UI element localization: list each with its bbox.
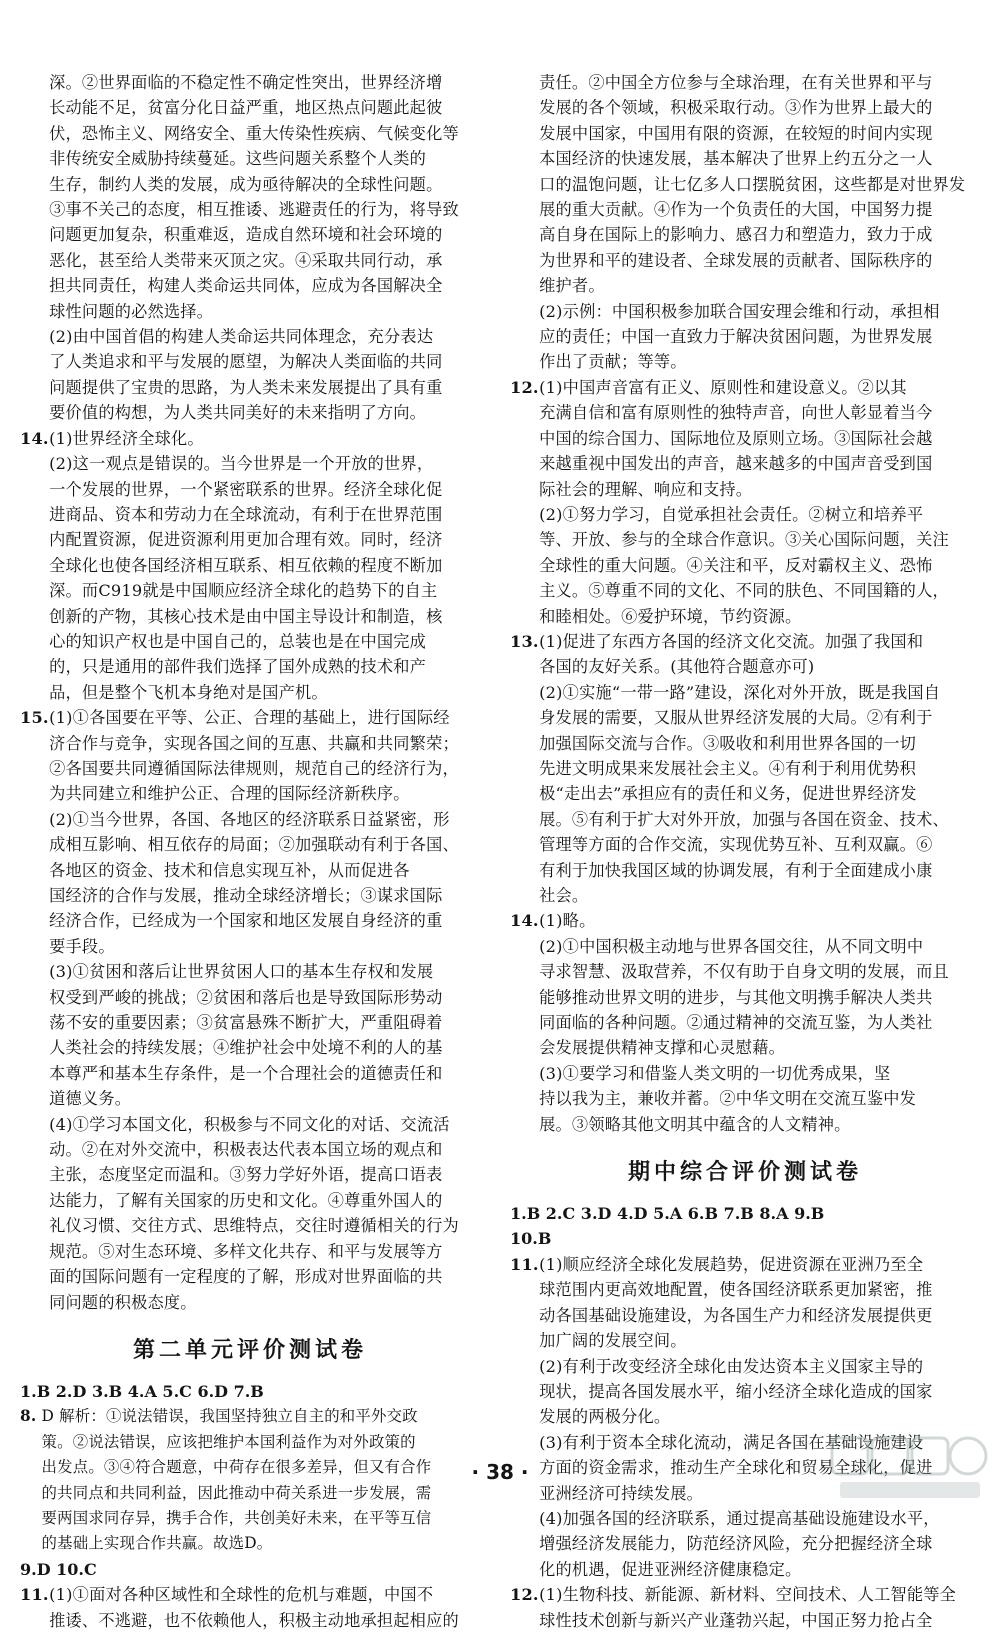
text-line: (3)有利于资本全球化流动，满足各国在基础设施建设 <box>539 1432 924 1452</box>
text-line: 充满自信和富有原则性的独特声音，向世人彰显着当今 <box>539 403 933 423</box>
question-12 <box>510 1582 980 1633</box>
text-line: 恶化，甚至给人类带来灭顶之灾。④采取共同行动，承 <box>49 250 443 270</box>
question-number: 12. <box>510 377 539 397</box>
text-line: (1)①面对各种区域性和全球性的危机与难题，中国不 <box>49 1585 434 1605</box>
text-line: (1)中国声音富有正义、原则性和建设意义。②以其 <box>539 377 907 397</box>
text-line: 同面临的各种问题。②通过精神的交流互鉴，为人类社 <box>539 1013 933 1033</box>
question-block <box>510 908 980 933</box>
text-line: (2)这一观点是错误的。当今世界是一个开放的世界， <box>49 454 434 474</box>
text-line: 责任。②中国全方位参与全球治理，在有关世界和平与 <box>539 73 933 92</box>
text-line: 创新的产物，其核心技术是由中国主导设计和制造，核 <box>49 606 443 626</box>
mc-answers-line: 10.B <box>510 1229 552 1249</box>
text-line: 非传统安全威胁持续蔓延。这些问题关系整个人类的 <box>49 149 427 169</box>
text-line: (1)世界经济全球化。 <box>49 428 204 448</box>
text-line: (2)由中国首倡的构建人类命运共同体理念，充分表达 <box>49 327 434 347</box>
text-line: (4)①学习本国文化，积极参与不同文化的对话、交流活 <box>49 1114 450 1134</box>
watermark-logo <box>830 1434 990 1502</box>
text-line: 人类社会的持续发展；④维护社会中处境不利的人的基 <box>49 1038 443 1058</box>
answer-paragraph <box>20 451 480 705</box>
text-line: 会发展提供精神支撑和心灵慰藉。 <box>539 1038 785 1058</box>
text-line: 的基础上实现合作共赢。故选D。 <box>41 1534 273 1553</box>
text-line: (2)①实施“一带一路”建设，深化对外开放，既是我国自 <box>539 682 941 702</box>
text-line: 加广阔的发展空间。 <box>539 1331 687 1351</box>
text-line: 进商品、资本和劳动力在全球流动，有利于在世界范围 <box>49 504 443 524</box>
text-line: 发展的各个领域，积极采取行动。③作为世界上最大的 <box>539 98 933 118</box>
text-line: 主张，态度坚定而温和。③努力学好外语，提高口语表 <box>49 1165 443 1185</box>
question-number: 11. <box>510 1254 539 1274</box>
text-line: 维护者。 <box>539 276 605 296</box>
text-line: 品，但是整个飞机本身绝对是国产机。 <box>49 682 328 702</box>
text-line: (2)有利于改变经济全球化由发达资本主义国家主导的 <box>539 1356 924 1376</box>
page-number: · 38 · <box>471 1460 529 1484</box>
text-line: 口的温饱问题，让七亿多人口摆脱贫困，这些都是对世界发 <box>539 174 966 194</box>
text-line: 规范。⑤对生态环境、多样文化共存、和平与发展等方 <box>49 1241 443 1261</box>
text-line: 的，只是通用的部件我们选择了国外成熟的技术和产 <box>49 657 427 677</box>
text-line: 问题提供了宝贵的思路，为人类未来发展提出了具有重 <box>49 377 443 397</box>
text-line: (2)①当今世界，各国、各地区的经济联系日益紧密，形 <box>49 809 450 829</box>
text-line: 策。②说法错误，应该把维护本国利益作为对外政策的 <box>41 1432 416 1451</box>
answer-paragraph <box>20 959 480 1111</box>
text-line: 球范围内更高效地配置，使各国经济联系更加紧密，推 <box>539 1280 933 1300</box>
answer-paragraph <box>510 299 980 375</box>
text-line: 化的机遇，促进亚洲经济健康稳定。 <box>539 1559 802 1579</box>
text-line: 能够推动世界文明的进步，与其他文明携手解决人类共 <box>539 987 933 1007</box>
text-line: 为世界和平的建设者、全球发展的贡献者、国际秩序的 <box>539 250 933 270</box>
text-line: 发展中国家，中国用有限的资源，在较短的时间内实现 <box>539 123 933 143</box>
right-answer-blocks <box>510 70 980 1137</box>
text-line: 要两国求同存异，携手合作，共创美好未来，在平等互信 <box>41 1508 432 1527</box>
text-line: 深。②世界面临的不稳定性不确定性突出，世界经济增 <box>49 73 443 92</box>
text-line: 管理等方面的合作交流，实现优势互补、互利双赢。⑥ <box>539 835 933 855</box>
section-title-midterm: 期中综合评价测试卷 <box>627 1160 862 1186</box>
question-block <box>510 629 980 680</box>
text-line: (1)促进了东西方各国的经济文化交流。加强了我国和 <box>539 631 924 651</box>
text-line: 有利于加快我国区域的协调发展，有利于全面建成小康 <box>539 860 933 880</box>
text-line: 全球性的重大问题。④关注和平，反对霸权主义、恐怖 <box>539 555 933 575</box>
question-block <box>510 375 980 502</box>
text-line: 道德义务。 <box>49 1089 132 1109</box>
text-line: 动各国基础设施建设，为各国生产力和经济发展提供更 <box>539 1305 933 1325</box>
mc-answers-line: 1.B 2.C 3.D 4.D 5.A 6.B 7.B 8.A 9.B <box>510 1204 825 1224</box>
text-line: 展的重大贡献。④作为一个负责任的大国，中国努力提 <box>539 200 933 220</box>
question-block <box>20 705 480 807</box>
section-title-unit2: 第二单元评价测试卷 <box>132 1337 367 1363</box>
text-line: 国经济的合作与发展，推动全球经济增长；③谋求国际 <box>49 886 443 905</box>
text-line: (1)①各国要在平等、公正、合理的基础上，进行国际经 <box>49 708 450 728</box>
answer-paragraph <box>539 1506 980 1582</box>
text-line: 高自身在国际上的影响力、感召力和塑造力，致力于成 <box>539 225 933 245</box>
text-line: 本国经济的快速发展，基本解决了世界上约五分之一人 <box>539 149 933 169</box>
text-line: 发展的两极分化。 <box>539 1407 671 1427</box>
answer-paragraph <box>539 1252 980 1354</box>
question-number: 11. <box>20 1585 49 1605</box>
text-line: 和睦相处。⑥爱护环境，节约资源。 <box>539 606 802 626</box>
question-body <box>49 705 480 807</box>
text-line: 社会。 <box>539 886 589 905</box>
question-block <box>20 426 480 451</box>
text-line: 展。③领略其他文明其中蕴含的人文精神。 <box>539 1114 851 1134</box>
text-line: 寻求智慧、汲取营养，不仅有助于自身文明的发展，而且 <box>539 962 949 982</box>
text-line: 推诿、不逃避，也不依赖他人，积极主动地承担起相应的 <box>49 1610 459 1630</box>
answer-paragraph <box>510 934 980 1061</box>
text-line: 济合作与竞争，实现各国之间的互惠、共赢和共同繁荣； <box>49 733 459 753</box>
text-line: 一个发展的世界，一个紧密联系的世界。经济全球化促 <box>49 479 443 499</box>
text-line: 极“走出去”承担应有的责任和义务，促进世界经济发 <box>539 784 917 804</box>
text-line: 问题更加复杂，积重难返，造成自然环境和社会环境的 <box>49 225 443 245</box>
text-line: 加强国际交流与合作。③吸收和利用世界各国的一切 <box>539 733 917 753</box>
text-line: 权受到严峻的挑战；②贫困和落后也是导致国际形势动 <box>49 987 443 1007</box>
text-line: 作出了贡献；等等。 <box>539 352 687 372</box>
text-line: 应的责任；中国一直致力于解决贫困问题，为世界发展 <box>539 327 933 347</box>
mc-answers-line: 9.D 10.C <box>20 1559 97 1579</box>
answer-paragraph <box>510 1061 980 1137</box>
answer-paragraph <box>20 807 480 959</box>
question-body <box>49 426 480 451</box>
answer-paragraph <box>20 324 480 426</box>
text-line: (2)①中国积极主动地与世界各国交往，从不同文明中 <box>539 936 924 956</box>
question-number: 14. <box>20 428 49 448</box>
question-body <box>539 629 980 680</box>
text-line: 展。⑤有利于扩大对外开放，加强与各国在资金、技术、 <box>539 809 949 829</box>
question-number: 15. <box>20 708 49 728</box>
text-line: 球性问题的必然选择。 <box>49 301 214 321</box>
text-line: D 解析：①说法错误，我国坚持独立自主的和平外交政 <box>41 1407 418 1426</box>
text-line: 深。而C919就是中国顺应经济全球化的趋势下的自主 <box>49 581 438 601</box>
text-line: 亚洲经济可持续发展。 <box>539 1483 704 1503</box>
text-line: 长动能不足，贫富分化日益严重，地区热点问题此起彼 <box>49 98 443 118</box>
text-line: 方面的资金需求，推动生产全球化和贸易全球化，促进 <box>539 1458 933 1478</box>
text-line: 球性技术创新与新兴产业蓬勃兴起，中国正努力抢占全 <box>539 1610 933 1630</box>
question-11-body <box>539 1252 980 1582</box>
text-line: 心的知识产权也是中国自己的，总装也是在中国完成 <box>49 631 427 651</box>
text-line: 来越重视中国发出的声音，越来越多的中国声音受到国 <box>539 454 933 474</box>
text-line: 全球化也使各国经济相互联系、相互依赖的程度不断加 <box>49 555 443 575</box>
text-line: 为共同建立和维护公正、合理的国际经济新秩序。 <box>49 784 410 804</box>
text-line: 要价值的构想，为人类共同美好的未来指明了方向。 <box>49 403 427 423</box>
answer-paragraph <box>510 502 980 629</box>
mc-answers-line: 1.B 2.D 3.B 4.A 5.C 6.D 7.B <box>20 1381 264 1401</box>
text-line: 身发展的需要，又服从世界经济发展的大局。②有利于 <box>539 708 933 728</box>
text-line: 各地区的资金、技术和信息实现互补，从而促进各 <box>49 860 410 880</box>
answer-paragraph <box>20 1112 480 1315</box>
text-line: 的共同点和共同利益，因此推动中荷关系进一步发展，需 <box>41 1483 432 1502</box>
right-column <box>510 70 980 1633</box>
text-line: 成相互影响、相互依存的局面；②加强联动有利于各国、 <box>49 835 459 855</box>
question-11 <box>20 1582 480 1633</box>
question-body <box>539 375 980 502</box>
text-line: 各国的友好关系。(其他符合题意亦可) <box>539 657 815 677</box>
text-line: 等、开放、参与的全球合作意识。③关心国际问题，关注 <box>539 530 949 550</box>
text-line: (2)示例：中国积极参加联合国安理会维和行动，承担相 <box>539 301 940 321</box>
text-line: 达能力，了解有关国家的历史和文化。④尊重外国人的 <box>49 1190 443 1210</box>
text-line: (4)加强各国的经济联系，通过提高基础设施建设水平， <box>539 1508 940 1528</box>
answer-paragraph <box>539 1354 980 1430</box>
text-line: 本尊严和基本生存条件，是一个合理社会的道德责任和 <box>49 1063 443 1083</box>
question-number: 12. <box>510 1585 539 1605</box>
question-11 <box>510 1252 980 1582</box>
text-line: 礼仪习惯、交往方式、思维特点，交往时遵循相关的行为 <box>49 1216 459 1236</box>
text-line: 际社会的理解、响应和支持。 <box>539 479 753 499</box>
text-line: 面的国际问题有一定程度的了解，形成对世界面临的共 <box>49 1267 443 1287</box>
answer-paragraph <box>20 70 480 324</box>
text-line: 内配置资源，促进资源利用更加合理有效。同时，经济 <box>49 530 443 550</box>
text-line: 了人类追求和平与发展的愿望，为解决人类面临的共同 <box>49 352 443 372</box>
text-line: (2)①努力学习，自觉承担社会责任。②树立和培养平 <box>539 504 924 524</box>
text-line: 荡不安的重要因素；③贫富悬殊不断扩大，严重阻碍着 <box>49 1013 443 1033</box>
question-number: 14. <box>510 911 539 931</box>
question-number: 13. <box>510 631 539 651</box>
text-line: 经济合作，已经成为一个国家和地区发展自身经济的重 <box>49 911 443 931</box>
text-line: (1)略。 <box>539 911 596 931</box>
text-line: 先进文明成果来发展社会主义。④有利于利用优势积 <box>539 758 917 778</box>
text-line: (3)①要学习和借鉴人类文明的一切优秀成果，坚 <box>539 1063 891 1083</box>
text-line: 同问题的积极态度。 <box>49 1292 197 1312</box>
text-line: 要手段。 <box>49 936 115 956</box>
text-line: 担共同责任，构建人类命运共同体，应成为各国解决全 <box>49 276 443 296</box>
text-line: 增强经济发展能力，防范经济风险，充分把握经济全球 <box>539 1534 933 1554</box>
question-12-body <box>539 1582 980 1633</box>
text-line: 中国的综合国力、国际地位及原则立场。③国际社会越 <box>539 428 933 448</box>
text-line: (3)①贫困和落后让世界贫困人口的基本生存权和发展 <box>49 962 434 982</box>
text-line: (1)顺应经济全球化发展趋势，促进资源在亚洲乃至全 <box>539 1254 924 1274</box>
text-line: 持以我为主，兼收并蓄。②中华文明在交流互鉴中发 <box>539 1089 917 1109</box>
text-line: ②各国要共同遵循国际法律规则，规范自己的经济行为， <box>49 758 459 778</box>
left-answer-blocks <box>20 70 480 1315</box>
text-line: 出发点。③④符合题意，中荷存在很多差异，但又有合作 <box>41 1458 432 1477</box>
left-column <box>20 70 480 1633</box>
text-line: ③事不关己的态度，相互推诿、逃避责任的行为，将导致 <box>49 200 459 220</box>
text-line: 伏，恐怖主义、网络安全、重大传染性疾病、气候变化等 <box>49 123 459 143</box>
answer-paragraph <box>510 70 980 299</box>
text-line: (1)生物科技、新能源、新材料、空间技术、人工智能等全 <box>539 1585 956 1605</box>
question-body <box>539 908 980 933</box>
text-line: 现状，提高各国发展水平，缩小经济全球化造成的国家 <box>539 1381 933 1401</box>
text-line: 动。②在对外交流中，积极表达代表本国立场的观点和 <box>49 1140 443 1160</box>
question-11-body <box>49 1582 480 1633</box>
text-line: 生存，制约人类的发展，成为亟待解决的全球性问题。 <box>49 174 443 194</box>
text-line: 主义。⑤尊重不同的文化、不同的肤色、不同国籍的人， <box>539 581 949 601</box>
answer-paragraph <box>510 680 980 909</box>
question-number: 8. <box>20 1407 37 1426</box>
